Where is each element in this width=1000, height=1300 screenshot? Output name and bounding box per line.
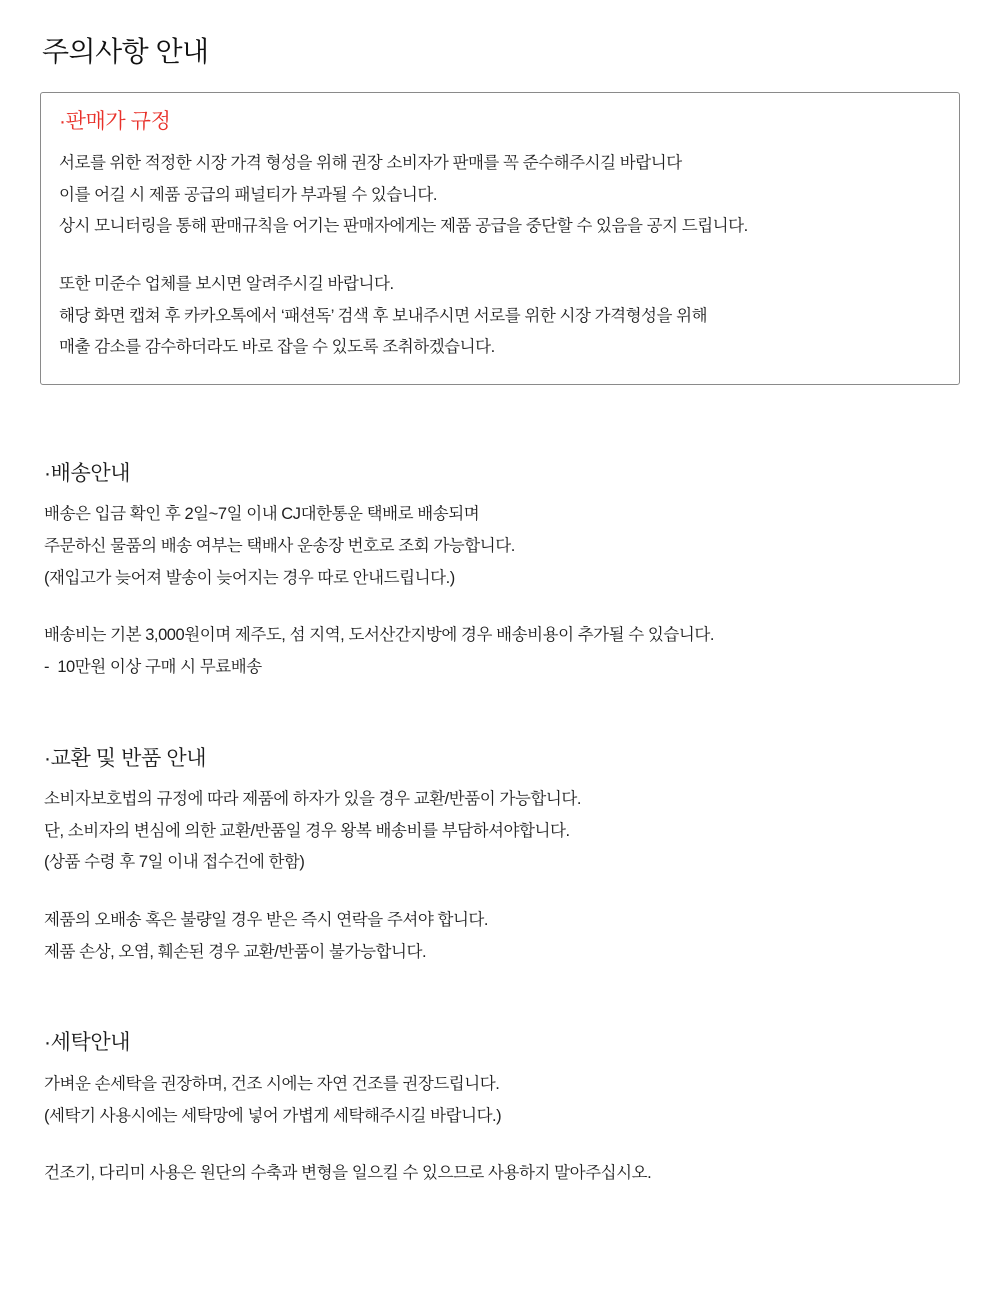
body-line: 매출 감소를 감수하더라도 바로 잡을 수 있도록 조취하겠습니다.: [59, 338, 495, 357]
price-policy-heading: ·판매가 규정: [59, 110, 171, 134]
price-policy-group-1: [59, 148, 941, 243]
section-laundry-heading: ·세탁안내: [44, 1031, 131, 1055]
body-line: 상시 모니터링을 통해 판매규칙을 어기는 판매자에게는 제품 공급을 중단할 수 있음을 공지 드립니다.: [59, 217, 748, 236]
section-exchange-return: [40, 744, 960, 969]
body-line: 제품의 오배송 혹은 불량일 경우 받은 즉시 연락을 주셔야 합니다.: [44, 911, 489, 930]
body-line: 소비자보호법의 규정에 따라 제품에 하자가 있을 경우 교환/반품이 가능합니다.: [44, 790, 581, 809]
section-shipping-group-1: [44, 499, 960, 594]
body-line: (재입고가 늦어져 발송이 늦어지는 경우 따로 안내드립니다.): [44, 568, 455, 587]
section-exchange-return-group-1: [44, 784, 960, 879]
price-policy-box: [40, 92, 960, 384]
body-line: 또한 미준수 업체를 보시면 알려주시길 바랍니다.: [59, 274, 394, 293]
section-shipping: [40, 459, 960, 684]
body-line: 건조기, 다리미 사용은 원단의 수축과 변형을 일으킬 수 있으므로 사용하지 말아주십시오.: [44, 1164, 652, 1183]
body-line: (세탁기 사용시에는 세탁망에 넣어 가볍게 세탁해주시길 바랍니다.): [44, 1106, 502, 1125]
body-line: 주문하신 물품의 배송 여부는 택배사 운송장 번호로 조회 가능합니다.: [44, 536, 515, 555]
body-line: 해당 화면 캡쳐 후 카카오톡에서 ‘패션독’ 검색 후 보내주시면 서로를 위한 시장 가격형성을 위해: [59, 306, 708, 325]
body-line: 배송은 입금 확인 후 2일~7일 이내 CJ대한통운 택배로 배송되며: [44, 505, 480, 524]
body-line: 가벼운 손세탁을 권장하며, 건조 시에는 자연 건조를 권장드립니다.: [44, 1074, 500, 1093]
section-laundry-group-2: [44, 1158, 960, 1190]
body-line: 제품 손상, 오염, 훼손된 경우 교환/반품이 불가능합니다.: [44, 942, 427, 961]
section-laundry-group-1: [44, 1069, 960, 1132]
body-line: 배송비는 기본 3,000원이며 제주도, 섬 지역, 도서산간지방에 경우 배송비용이 추가될 수 있습니다.: [44, 626, 715, 645]
section-shipping-heading: ·배송안내: [44, 461, 131, 485]
section-exchange-return-group-2: [44, 905, 960, 968]
body-line: 이를 어길 시 제품 공급의 패널티가 부과될 수 있습니다.: [59, 185, 437, 204]
body-line: (상품 수령 후 7일 이내 접수건에 한함): [44, 853, 305, 872]
body-line: 서로를 위한 적정한 시장 가격 형성을 위해 권장 소비자가 판매를 꼭 준수해주시길 바랍니다: [59, 153, 682, 172]
section-exchange-return-heading: ·교환 및 반품 안내: [44, 746, 207, 770]
price-policy-group-2: [59, 269, 941, 364]
page-title: 주의사항 안내: [42, 36, 209, 67]
section-shipping-group-2: [44, 620, 960, 683]
body-line: 단, 소비자의 변심에 의한 교환/반품일 경우 왕복 배송비를 부담하셔야합니다.: [44, 821, 570, 840]
body-line: - 10만원 이상 구매 시 무료배송: [44, 657, 262, 676]
section-laundry: [40, 1028, 960, 1189]
